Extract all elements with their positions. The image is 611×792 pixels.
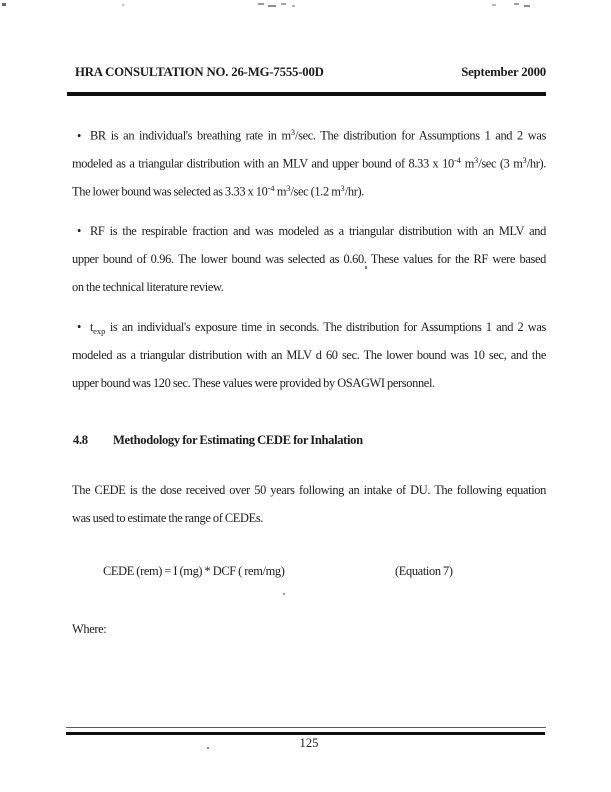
- text-segment: /hr).: [344, 184, 364, 199]
- text-segment: upper bound of 0.96. The lower bound was selected as 0.60. These values for the RF were based: [72, 252, 546, 266]
- text-segment: 3: [473, 155, 479, 165]
- text-line: [72, 319, 546, 338]
- text-segment: The lower bound was selected as 3.33 x 10: [72, 184, 268, 199]
- text-segment: /sec (3 m: [478, 156, 523, 171]
- text-segment: m: [460, 156, 474, 171]
- text-segment: The CEDE is the dose received over 50 years following an intake of DU. The following equation: [72, 483, 546, 497]
- text-line: [72, 621, 546, 640]
- text-segment: Where:: [72, 622, 107, 636]
- text-segment: 3: [286, 183, 291, 193]
- section-number: 4.8: [73, 433, 88, 447]
- text-segment: upper bound was 120 sec. These values were provided by OSAGWI personnel.: [72, 376, 435, 390]
- text-segment: m: [274, 184, 287, 199]
- text-segment: modeled as a triangular distribution with an MLV d 60 sec. The lower bound was 10 sec, and the: [72, 348, 546, 362]
- text-segment: is an individual's exposure time in seconds. The distribution for Assumptions 1 and 2 was: [105, 320, 546, 334]
- text-segment: t: [90, 320, 94, 334]
- page-number: 125: [299, 736, 319, 750]
- text-line: [72, 251, 546, 270]
- equation-label: (Equation 7): [395, 564, 453, 578]
- text-segment: -4: [453, 155, 461, 165]
- text-segment: on the technical literature review.: [72, 280, 224, 294]
- text-line: [72, 375, 546, 394]
- text-segment: modeled as a triangular distribution with an MLV and upper bound of 8.33 x 10: [72, 156, 454, 171]
- text-line: [72, 152, 546, 171]
- footer-rule-thin: [66, 727, 546, 728]
- text-segment: was used to estimate the range of CEDEs.: [72, 511, 264, 525]
- text-segment: 3: [290, 127, 295, 137]
- scan-artifact: [2, 3, 6, 6]
- text-line: [72, 223, 546, 242]
- text-segment: 3: [522, 155, 527, 165]
- section-title: Methodology for Estimating CEDE for Inhalation: [113, 433, 363, 447]
- text-segment: /sec. The distribution for Assumptions 1 and 2 was: [295, 128, 546, 143]
- bullet-icon: •: [77, 128, 82, 143]
- section-heading: [72, 432, 546, 451]
- text-segment: exp: [93, 326, 106, 336]
- bullet-icon: •: [77, 224, 82, 238]
- text-line: [72, 279, 546, 298]
- bullet-icon: •: [77, 320, 82, 334]
- text-segment: /hr).: [526, 156, 546, 171]
- text-segment: BR is an individual's breathing rate in m: [90, 128, 291, 143]
- header-title: HRA CONSULTATION NO. 26-MG-7555-00D: [75, 65, 324, 79]
- text-segment: RF is the respirable fraction and was modeled as a triangular distribution with an MLV and: [90, 224, 546, 238]
- document-body: [72, 0, 546, 792]
- text-line: [72, 180, 546, 199]
- header-date: September 2000: [461, 65, 546, 79]
- text-segment: 3: [340, 183, 345, 193]
- equation-formula: CEDE (rem) = I (mg) * DCF ( rem/mg): [103, 564, 285, 578]
- text-segment: -4: [267, 183, 275, 193]
- text-segment: /sec (1.2 m: [290, 184, 341, 199]
- text-line: [72, 482, 546, 501]
- text-line: [72, 347, 546, 366]
- text-line: [72, 124, 546, 143]
- equation-line: [72, 563, 546, 582]
- text-line: [72, 510, 546, 529]
